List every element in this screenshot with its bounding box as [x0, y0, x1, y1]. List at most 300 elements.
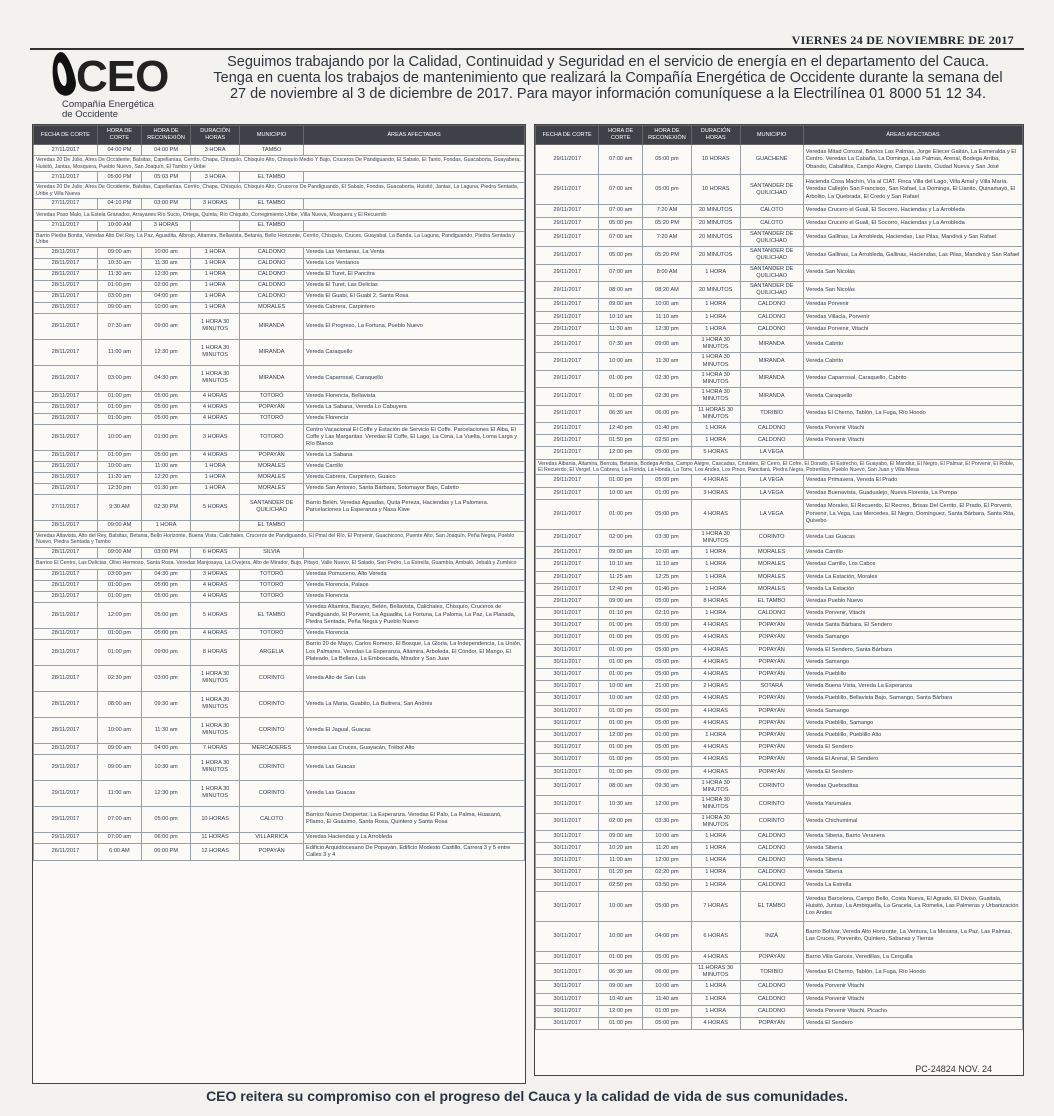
reconnect-time-cell: 06:00 pm: [142, 832, 191, 843]
areas-cell: Vereda El Turet, Las Delicias: [304, 280, 525, 291]
municipality-cell: EL TAMBO: [240, 172, 304, 183]
duration-cell: 1 HORA: [691, 879, 740, 891]
municipality-cell: EL TAMBO: [240, 520, 304, 531]
table-row: [536, 656, 1023, 668]
table-row: [536, 855, 1023, 867]
cut-time-cell: 07:00 am: [599, 229, 643, 246]
municipality-cell: CALOTO: [240, 806, 304, 832]
date-cell: 30/11/2017: [536, 681, 599, 693]
municipality-cell: CALDONO: [240, 247, 304, 258]
reconnect-time-cell: 05:00 pm: [643, 175, 692, 205]
municipality-cell: MIRANDA: [240, 313, 304, 339]
table-row: [34, 391, 525, 402]
duration-cell: 3 HORAS: [191, 199, 240, 210]
table-row: [536, 423, 1023, 435]
municipality-cell: MIRANDA: [240, 339, 304, 365]
duration-cell: 11 HORAS 30 MINUTOS: [691, 964, 740, 981]
date-cell: 28/11/2017: [34, 461, 98, 472]
intro-notice: Seguimos trabajando por la Calidad, Continuidad y Seguridad en el servicio de energía en el departamento del Cauca. Tenga en cuenta los trabajos de mantenimiento que realizará la Compañía Energética de Occidente durante la semana del 27 de noviembre al 3 de diciembre de 2017. Para mayor información comuníquese a la Electrilínea 01 8000 51 12 34.: [213, 54, 1003, 102]
municipality-cell: TORIBÍO: [740, 964, 803, 981]
municipality-cell: POPAYÁN: [740, 669, 803, 681]
schedule-table-left: [33, 125, 525, 861]
municipality-cell: CALDONO: [740, 830, 803, 842]
reconnect-time-cell: 02:30 pm: [643, 388, 692, 405]
reconnect-time-cell: 11:40 am: [643, 993, 692, 1005]
municipality-cell: CALDONO: [740, 311, 803, 323]
date-cell: 28/11/2017: [34, 547, 98, 558]
cut-time-cell: 12:30 pm: [97, 483, 141, 494]
cut-time-cell: 09:00 AM: [97, 520, 141, 531]
duration-cell: 5 HORAS: [691, 447, 740, 459]
municipality-cell: MERCADERES: [240, 743, 304, 754]
duration-cell: 1 HORA: [691, 423, 740, 435]
cut-time-cell: 11:00 am: [97, 780, 141, 806]
areas-cell: Veredas Gallinas, La Arrobleda, Haciendas, Las Pilas, Mandivá y San Rafael: [803, 229, 1022, 246]
duration-cell: 1 HORA: [691, 264, 740, 281]
areas-cell: Veredas Porvenir: [803, 299, 1022, 311]
municipality-cell: INZÁ: [740, 921, 803, 951]
reconnect-time-cell: 05:00 pm: [142, 591, 191, 602]
cut-time-cell: 11:30 am: [97, 269, 141, 280]
municipality-cell: POPAYÁN: [740, 766, 803, 778]
municipality-cell: MORALES: [740, 559, 803, 571]
duration-cell: 1 HORA: [691, 1005, 740, 1017]
municipality-cell: MORALES: [740, 583, 803, 595]
table-row: [536, 583, 1023, 595]
date-cell: 28/11/2017: [34, 450, 98, 461]
table-row: [34, 832, 525, 843]
reconnect-time-cell: 10:00 am: [643, 830, 692, 842]
cut-time-cell: 09:00 am: [599, 981, 643, 993]
areas-cell: Barrio 20 de Mayo, Carlos Romero, El Bosque, La Gloria, La Independencia, La Unión, Los Palmares. Veredas La Esperanza, Altamira, Arboleda, El Cóndor, El Mango, El Plateado, La Belleza, La Emboscada, Mirador y San Juan: [304, 639, 525, 665]
date-cell: 30/11/2017: [536, 778, 599, 795]
cut-time-cell: 07:00 am: [599, 175, 643, 205]
table-row: [34, 754, 525, 780]
duration-cell: 11 HORAS: [191, 832, 240, 843]
table-row: [536, 632, 1023, 644]
duration-cell: 1 HORA: [691, 311, 740, 323]
date-cell: 30/11/2017: [536, 620, 599, 632]
cut-time-cell: 10:00 AM: [97, 221, 141, 232]
cut-time-cell: 05:00 pm: [599, 247, 643, 264]
areas-cell: Vereda El Guabi, El Guabi 2, Santa Rosa: [304, 291, 525, 302]
reconnect-time-cell: 05:00 pm: [142, 628, 191, 639]
cut-time-cell: 10:00 am: [97, 717, 141, 743]
duration-cell: 3 HORAS: [191, 569, 240, 580]
duration-cell: 1 HORA 30 MINUTOS: [691, 370, 740, 387]
areas-cell: Veredas Pueblo Nuevo: [803, 595, 1022, 607]
municipality-cell: TOTORÓ: [240, 569, 304, 580]
cut-time-cell: 01:00 pm: [599, 370, 643, 387]
duration-cell: 4 HORAS: [191, 628, 240, 639]
cut-time-cell: 09:00 am: [97, 754, 141, 780]
date-cell: 30/11/2017: [536, 843, 599, 855]
cut-time-cell: 02:00 pm: [599, 529, 643, 546]
date-cell: 28/11/2017: [34, 743, 98, 754]
date-cell: 29/11/2017: [34, 806, 98, 832]
duration-cell: 3 HORAS: [191, 424, 240, 450]
cut-time-cell: 9:30 AM: [97, 494, 141, 520]
municipality-cell: LA VEGA: [740, 447, 803, 459]
duration-cell: 7 HORAS: [691, 891, 740, 921]
reconnect-time-cell: 02:50 pm: [643, 435, 692, 447]
duration-cell: 4 HORAS: [691, 475, 740, 487]
duration-cell: 3 HORA: [191, 172, 240, 183]
areas-cell: Veredas Altamira, Barayo, Belén, Bellavista, Calichales, Chisquío, Cruceros de Pandiguando, El Porvenir, La Aguadita, La Fortuna, La Paloma, La Paz, La Planada, Piedra Sentada, Peña Negra y Pueblo Nuevo: [304, 602, 525, 628]
table-row: [536, 717, 1023, 729]
cut-time-cell: 01:00 pm: [97, 413, 141, 424]
reconnect-time-cell: 03:30 pm: [643, 529, 692, 546]
duration-cell: 4 HORAS: [691, 705, 740, 717]
cut-time-cell: 07:30 am: [599, 335, 643, 352]
date-cell: 27/11/2017: [34, 172, 98, 183]
duration-cell: 4 HORAS: [191, 591, 240, 602]
table-row: [34, 365, 525, 391]
municipality-cell: POPAYÁN: [240, 450, 304, 461]
duration-cell: 1 HORA 30 MINUTOS: [691, 529, 740, 546]
areas-cell: Vereda Porvenir Vitachi: [803, 993, 1022, 1005]
areas-text: Barrios El Centro, Las Delicias, Olivo Hermoso, Santa Rosa. Veredas Manjosaya, La Ovejera, Alto de Mirador, Bujo, Pitayo, Valle Nuevo, El Salado, San Pedro, La Estrella, Guambía, Ambaló, Jebalá y Zumbico: [34, 558, 525, 569]
duration-cell: 4 HORAS: [191, 450, 240, 461]
reconnect-time-cell: 7:20 AM: [643, 205, 692, 217]
cut-time-cell: 10:00 am: [599, 921, 643, 951]
areas-cell: Vereda El Sendero, Santa Bárbara: [803, 644, 1022, 656]
table-row: [34, 258, 525, 269]
reconnect-time-cell: 01:40 pm: [643, 423, 692, 435]
table-row: [34, 461, 525, 472]
duration-cell: 1 HORA: [691, 993, 740, 1005]
cut-time-cell: 10:00 am: [97, 424, 141, 450]
areas-text: Veredas Albania, Altamira, Berruta, Betania, Bodega Arriba, Campo Alegre, Cascadas, Cristales, El Cerro, El Cofre, El Dorado, El Estrecho, El Guayabo, El Mandiur, El Negro, El Palmar, El Porvenir, El Roble, El Recuerdo, El Vergel, La Cabrera, La Florida, La Honda, La Torre, Los Andes, Los Pinos, Pancitará, Piedra Negra, Potrerillos, Pueblo Nuevo, San Juan y Villa Mesa: [536, 459, 1023, 475]
reconnect-time-cell: 01:00 pm: [142, 424, 191, 450]
municipality-cell: TAMBO: [240, 145, 304, 156]
duration-cell: 1 HORA 30 MINUTOS: [191, 339, 240, 365]
municipality-cell: SANTANDER DE QUILICHAO: [740, 282, 803, 299]
reconnect-time-cell: 02:30 PM: [142, 494, 191, 520]
areas-cell: Vereda Porvenir Vitachi: [803, 981, 1022, 993]
municipality-cell: CORINTO: [740, 796, 803, 813]
table-row: [34, 494, 525, 520]
reconnect-time-cell: 21:00 pm: [643, 681, 692, 693]
municipality-cell: POPAYÁN: [740, 951, 803, 963]
table-row: [536, 681, 1023, 693]
duration-cell: [191, 221, 240, 232]
table-row: [34, 547, 525, 558]
municipality-cell: MORALES: [240, 483, 304, 494]
cut-time-cell: 10:10 am: [599, 311, 643, 323]
cut-time-cell: 01:00 pm: [97, 591, 141, 602]
cut-time-cell: 01:00 pm: [97, 391, 141, 402]
municipality-cell: POPAYÁN: [740, 656, 803, 668]
duration-cell: 1 HORA: [191, 461, 240, 472]
date-cell: 29/11/2017: [536, 529, 599, 546]
municipality-cell: CORINTO: [740, 529, 803, 546]
reconnect-time-cell: 09:30 am: [643, 778, 692, 795]
cut-time-cell: 10:20 am: [599, 843, 643, 855]
date-cell: 28/11/2017: [34, 280, 98, 291]
table-row: [536, 529, 1023, 546]
reconnect-time-cell: 12:00 pm: [643, 796, 692, 813]
cut-time-cell: 11:30 am: [599, 323, 643, 335]
reconnect-time-cell: 04:00 pm: [142, 291, 191, 302]
cut-time-cell: 08:00 am: [599, 282, 643, 299]
duration-cell: 4 HORAS: [691, 1018, 740, 1030]
cut-time-cell: 01:00 pm: [97, 280, 141, 291]
cut-time-cell: 12:00 pm: [599, 729, 643, 741]
table-row: [536, 608, 1023, 620]
date-cell: 29/11/2017: [536, 595, 599, 607]
table-row: [34, 472, 525, 483]
municipality-cell: CALDONO: [740, 843, 803, 855]
table-row: [34, 717, 525, 743]
table-row: [536, 981, 1023, 993]
reconnect-time-cell: 10:00 am: [643, 299, 692, 311]
table-row: [34, 302, 525, 313]
table-row: [536, 754, 1023, 766]
areas-cell: Hacienda Cosa Machín, Vía al CIAT. Finca Villa del Lago, Villa Amal y Villa María. Veredas Callejón San Francisco, San Rafael, La Dominga, El Llanito, Quinamayó, El Arbolito, La Quebrada, El Credo y San Rafael: [803, 175, 1022, 205]
date-cell: 30/11/2017: [536, 813, 599, 830]
table-row: [536, 447, 1023, 459]
areas-cell: Vereda El Jagual, Guacas: [304, 717, 525, 743]
table-row: [34, 280, 525, 291]
municipality-cell: CALDONO: [740, 1005, 803, 1017]
table-row: [34, 145, 525, 156]
date-cell: 30/11/2017: [536, 879, 599, 891]
column-header: ÁREAS AFECTADAS: [304, 126, 525, 145]
date-cell: 28/11/2017: [34, 402, 98, 413]
date-cell: 30/11/2017: [536, 1018, 599, 1030]
reconnect-time-cell: 05:00 pm: [643, 447, 692, 459]
cut-time-cell: 07:00 am: [599, 205, 643, 217]
cut-time-cell: 12:00 pm: [599, 447, 643, 459]
municipality-cell: CALDONO: [240, 291, 304, 302]
areas-cell: Barrio Villa Garcés, Veredillas, La Cerquilla: [803, 951, 1022, 963]
date-cell: 27/11/2017: [34, 145, 98, 156]
table-row: [34, 780, 525, 806]
areas-cell: Veredas Barcelona, Campo Bello, Costa Nueva, El Agrado, El Diviso, Guaitala, Huisitó, Juntas, La Ambiquella, La Gracela, La Romelia, Las Palmeras y Urbanización Los Andes: [803, 891, 1022, 921]
municipality-cell: TORIBÍO: [740, 405, 803, 422]
cut-time-cell: 11:20 am: [97, 472, 141, 483]
date-cell: 30/11/2017: [536, 754, 599, 766]
cut-time-cell: 6:00 AM: [97, 843, 141, 860]
municipality-cell: CALDONO: [240, 280, 304, 291]
duration-cell: 4 HORAS: [191, 580, 240, 591]
areas-cell: Vereda La Estrella: [803, 879, 1022, 891]
cut-time-cell: 01:00 pm: [97, 580, 141, 591]
areas-cell: Vereda El Turet, El Pancitra: [304, 269, 525, 280]
table-row: [536, 830, 1023, 842]
duration-cell: 1 HORA: [691, 571, 740, 583]
areas-row: [34, 531, 525, 547]
municipality-cell: SANTANDER DE QUILICHAO: [740, 247, 803, 264]
municipality-cell: CORINTO: [740, 813, 803, 830]
cut-time-cell: 01:00 pm: [599, 620, 643, 632]
areas-cell: Veredas Crucero el Guali, El Socorro, Haciendas y La Arrobleda: [803, 217, 1022, 229]
municipality-cell: POPAYÁN: [240, 843, 304, 860]
cut-time-cell: 01:00 pm: [599, 717, 643, 729]
date-cell: 30/11/2017: [536, 766, 599, 778]
reconnect-time-cell: 05:00 pm: [643, 475, 692, 487]
date-cell: 29/11/2017: [536, 388, 599, 405]
duration-cell: 20 MINUTOS: [691, 282, 740, 299]
duration-cell: 4 HORAS: [191, 391, 240, 402]
date-cell: 29/11/2017: [536, 229, 599, 246]
areas-cell: Vereda Pueblillo, Pueblillo Alto: [803, 729, 1022, 741]
areas-cell: Vereda El Progreso, La Fortuna, Pueblo Nuevo: [304, 313, 525, 339]
date-cell: 27/11/2017: [34, 199, 98, 210]
date-cell: 29/11/2017: [536, 299, 599, 311]
cut-time-cell: 09:00 am: [599, 547, 643, 559]
date-cell: 30/11/2017: [536, 796, 599, 813]
areas-cell: Vereda Porvenir Vitachi: [803, 435, 1022, 447]
areas-cell: Vereda Caparrosal, Caraquello: [304, 365, 525, 391]
duration-cell: 1 HORA 30 MINUTOS: [191, 665, 240, 691]
duration-cell: 1 HORA: [691, 608, 740, 620]
reconnect-time-cell: 11:10 am: [643, 559, 692, 571]
cut-time-cell: 10:00 am: [599, 487, 643, 499]
duration-cell: 1 HORA 30 MINUTOS: [691, 335, 740, 352]
municipality-cell: LA VEGA: [740, 475, 803, 487]
areas-cell: Vereda San Nicolás: [803, 282, 1022, 299]
municipality-cell: MORALES: [240, 302, 304, 313]
table-row: [536, 311, 1023, 323]
reconnect-time-cell: 05:00 pm: [643, 669, 692, 681]
areas-cell: Vereda Florencia: [304, 591, 525, 602]
duration-cell: 6 HORAS: [691, 921, 740, 951]
duration-cell: 1 HORA: [691, 547, 740, 559]
table-row: [536, 879, 1023, 891]
table-row: [536, 742, 1023, 754]
cut-time-cell: 11:25 am: [599, 571, 643, 583]
areas-row: [34, 183, 525, 199]
areas-cell: Vereda Las Ventanas, La Venta: [304, 247, 525, 258]
cut-time-cell: 04:10 PM: [97, 199, 141, 210]
date-cell: 28/11/2017: [34, 520, 98, 531]
areas-cell: [304, 172, 525, 183]
cut-time-cell: 10:00 am: [599, 353, 643, 370]
cut-time-cell: 07:00 am: [599, 264, 643, 281]
cut-time-cell: 10:10 am: [599, 559, 643, 571]
municipality-cell: CORINTO: [240, 754, 304, 780]
reconnect-time-cell: 11:20 am: [643, 843, 692, 855]
reconnect-time-cell: 05:00 pm: [643, 595, 692, 607]
date-cell: 29/11/2017: [536, 571, 599, 583]
table-row: [536, 475, 1023, 487]
date-cell: 29/11/2017: [34, 780, 98, 806]
date-cell: 30/11/2017: [536, 705, 599, 717]
duration-cell: 1 HORA 30 MINUTOS: [691, 778, 740, 795]
municipality-cell: CALDONO: [740, 879, 803, 891]
areas-cell: Vereda El Arenal, El Sendero: [803, 754, 1022, 766]
areas-cell: Vereda Las Guacas: [803, 529, 1022, 546]
reconnect-time-cell: 05:20 PM: [643, 217, 692, 229]
municipality-cell: CORINTO: [240, 691, 304, 717]
reconnect-time-cell: 05:00 pm: [643, 620, 692, 632]
reconnect-time-cell: 05:00 pm: [643, 951, 692, 963]
date-cell: 29/11/2017: [536, 487, 599, 499]
areas-cell: Vereda Siberia: [803, 843, 1022, 855]
municipality-cell: TOTORÓ: [240, 628, 304, 639]
date-cell: 29/11/2017: [536, 423, 599, 435]
duration-cell: 1 HORA 30 MINUTOS: [191, 717, 240, 743]
column-header: DURACIÓN HORAS: [691, 126, 740, 145]
table-row: [536, 1005, 1023, 1017]
date-cell: 29/11/2017: [536, 547, 599, 559]
table-row: [536, 264, 1023, 281]
date-cell: 29/11/2017: [536, 311, 599, 323]
duration-cell: 1 HORA: [691, 843, 740, 855]
reconnect-time-cell: 01:00 pm: [643, 487, 692, 499]
logo-company: Compañía Energética de Occidente: [62, 99, 154, 120]
reconnect-time-cell: 11:30 am: [142, 258, 191, 269]
date-cell: 29/11/2017: [34, 754, 98, 780]
table-row: [34, 602, 525, 628]
column-header: HORA DE CORTE: [599, 126, 643, 145]
areas-cell: Vereda Porvenir Vitachi, Picacho: [803, 1005, 1022, 1017]
duration-cell: 1 HORA 30 MINUTOS: [191, 365, 240, 391]
duration-cell: 4 HORAS: [691, 754, 740, 766]
municipality-cell: LA VEGA: [740, 499, 803, 529]
reconnect-time-cell: 05:00 pm: [142, 602, 191, 628]
areas-cell: Barrio Bolívar, Vereda Alto Horizonte, La Ventura, La Mesana, La Paz, Las Palmas, Las Cruces, Porvenito, Quintero, Sabanas y Tierras: [803, 921, 1022, 951]
cut-time-cell: 01:20 pm: [599, 867, 643, 879]
duration-cell: 1 HORA: [191, 472, 240, 483]
areas-cell: Centro Vacacional El Coffe y Estación de Servicio El Coffe. Parcelaciones El Alba, El Coffe y Las Margaritas. Veredas El Coffe, El Lago, La Cima, La Vuelta, Loma Larga y Río Blanco: [304, 424, 525, 450]
municipality-cell: TOTORÓ: [240, 413, 304, 424]
areas-cell: Vereda Caraquello: [803, 388, 1022, 405]
areas-cell: Vereda Los Ventanos: [304, 258, 525, 269]
date-cell: 28/11/2017: [34, 602, 98, 628]
date-cell: 30/11/2017: [536, 644, 599, 656]
areas-cell: Veredas Haciendas y La Arrobleda: [304, 832, 525, 843]
reconnect-time-cell: 05:00 pm: [643, 145, 692, 175]
cut-time-cell: 01:50 pm: [599, 435, 643, 447]
municipality-cell: MORALES: [240, 472, 304, 483]
duration-cell: 4 HORAS: [691, 951, 740, 963]
reconnect-time-cell: 03:30 pm: [643, 813, 692, 830]
areas-text: Veredas Paso Malo, La Estela Granados, Arrayanes Río Sucio, Ortega, Quinta, Río Chiquito, Corregimiento Uribe, Villa Nueva, Mosquera y El Recuerdo: [34, 210, 525, 221]
municipality-cell: POPAYÁN: [740, 754, 803, 766]
areas-row: [536, 459, 1023, 475]
date-cell: 28/11/2017: [34, 691, 98, 717]
reconnect-time-cell: 05:00 pm: [643, 656, 692, 668]
table-row: [536, 620, 1023, 632]
cut-time-cell: 07:00 am: [97, 806, 141, 832]
cut-time-cell: 02:00 pm: [599, 813, 643, 830]
areas-text: Veredas Altavista, Alto del Rey, Balsitas, Betania, Bello Horizonte, Buena Vista, Calichales, Cruceros de Pandiguando, El Pinal del Río, El Porvenir, Guachicono, Puente Alto, San Joaquín, Peña Negra, Pueblo Nuevo, Piedra Sentada y Tambo: [34, 531, 525, 547]
duration-cell: 1 HORA: [191, 280, 240, 291]
date-cell: 30/11/2017: [536, 891, 599, 921]
areas-cell: Veredas Caparrosal, Caraquello, Cabrito: [803, 370, 1022, 387]
duration-cell: 1 HORA: [191, 258, 240, 269]
column-header: FECHA DE CORTE: [536, 126, 599, 145]
duration-cell: 4 HORAS: [691, 656, 740, 668]
date-cell: 30/11/2017: [536, 693, 599, 705]
municipality-cell: SANTANDER DE QUILICHAO: [740, 264, 803, 281]
duration-cell: 4 HORAS: [691, 620, 740, 632]
cut-time-cell: 10:00 am: [599, 891, 643, 921]
areas-cell: Vereda Porvenir, Vitachi: [803, 608, 1022, 620]
duration-cell: 1 HORA 30 MINUTOS: [191, 313, 240, 339]
reconnect-time-cell: 04:00 pm: [142, 743, 191, 754]
areas-row: [34, 210, 525, 221]
table-row: [34, 424, 525, 450]
areas-text: Veredas 20 De Julio, Alres De Occidente, Balsitas, Capellanías, Cerrito, Chapa, Chisquío, Chisquío Alto, Cruceros De Pandiguando, El Sabalo, Fondas, Guacaborta, Huisitó, Jantas, La Laguna, Piedra Sentada, Uribe y Villa Nueva: [34, 183, 525, 199]
municipality-cell: CALDONO: [740, 867, 803, 879]
date-cell: 27/11/2017: [34, 494, 98, 520]
reconnect-time-cell: 09:00 am: [142, 313, 191, 339]
reconnect-time-cell: 01:30 pm: [142, 483, 191, 494]
